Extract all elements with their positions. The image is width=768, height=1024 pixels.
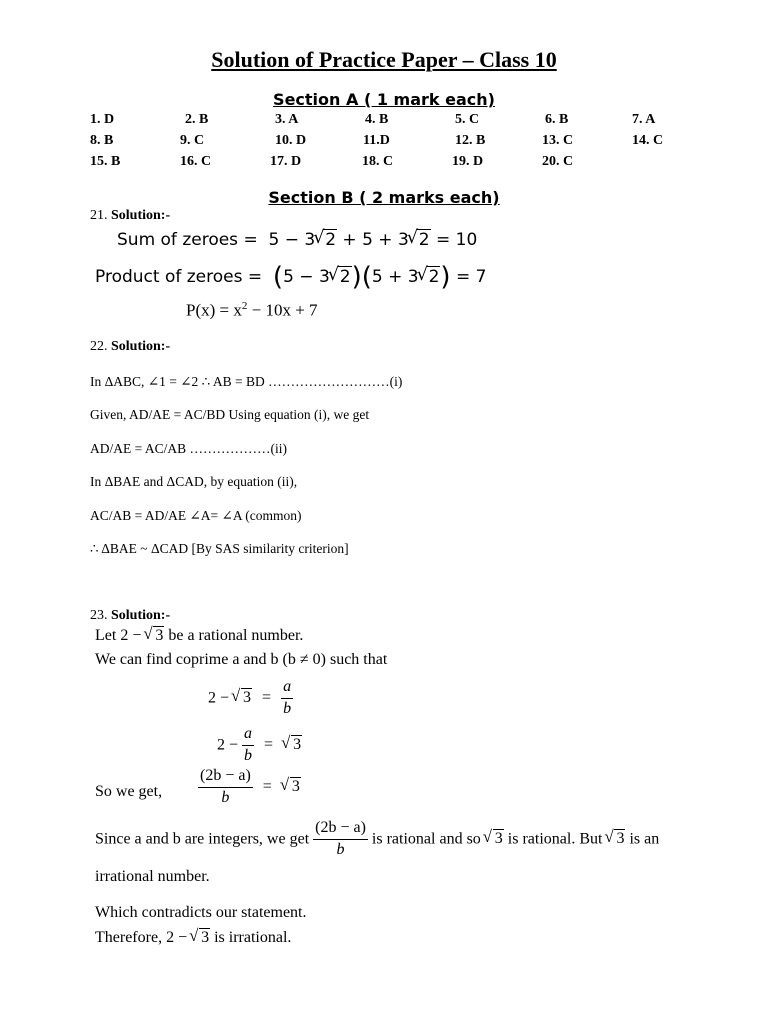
sqrt-3: √ 3	[604, 827, 625, 848]
solution-label: Solution:-	[111, 608, 171, 623]
answer-item: 13. C	[542, 133, 574, 148]
q22-line: AD/AE = AC/AB ………………(ii)	[90, 441, 287, 456]
answer-item: 6. B	[545, 112, 569, 127]
q23-so-we-get: So we get,	[95, 783, 163, 800]
answer-item: 8. B	[90, 133, 114, 148]
q23-equation-1: 2 − √ 3 = $\frac{a}{b}$	[208, 677, 293, 720]
answer-item: 16. C	[180, 154, 212, 169]
q22-line: AC/AB = AD/AE ∠A= ∠A (common)	[90, 508, 302, 523]
answer-item: 10. D	[275, 133, 307, 148]
q22-line: In ΔABC, ∠1 = ∠2 ∴ AB = BD ………………………(i)	[90, 374, 403, 389]
q21-sum-of-zeroes: Sum of zeroes = 5 − 3 √ 2 + 5 + 3 √ 2 = 10	[117, 227, 478, 250]
q21-label	[90, 208, 170, 224]
sqrt-3: √ 3	[143, 624, 164, 644]
sqrt-2: √ 2	[406, 227, 430, 250]
q23-irrational-number: irrational number.	[95, 868, 210, 885]
answer-item: 3. A	[275, 112, 299, 127]
sqrt-2: √ 2	[416, 264, 440, 287]
q23-label	[90, 608, 170, 624]
section-a-heading: Section A ( 1 mark each)	[273, 90, 495, 109]
q23-equation-2: 2 − $\frac{a}{b}$ = √ 3	[217, 724, 302, 767]
q22-line: In ΔBAE and ΔCAD, by equation (ii),	[90, 474, 298, 489]
fraction-2b-minus-a-over-b: $\frac{(2b - a)}{b}$	[200, 767, 251, 806]
answer-item: 20. C	[542, 154, 574, 169]
page-title: Solution of Practice Paper – Class 10	[211, 47, 557, 72]
sqrt-3: √ 3	[482, 827, 503, 848]
answer-item: 18. C	[362, 154, 394, 169]
sqrt-3: √ 3	[279, 775, 300, 796]
q23-let-line: Let 2 − √ 3 be a rational number.	[95, 624, 304, 644]
solution-label: Solution:-	[111, 208, 171, 223]
sqrt-2: √ 2	[313, 227, 337, 250]
answer-item: 15. B	[90, 154, 121, 169]
fraction-a-over-b: $\frac{a}{b}$	[244, 725, 253, 764]
q21-polynomial: $P(x) = x^2 - 10x + 7$	[186, 300, 318, 320]
sqrt-3: √ 3	[281, 733, 302, 754]
question-number: 22.	[90, 339, 108, 354]
sqrt-3: √ 3	[231, 686, 252, 707]
question-number: 23.	[90, 608, 108, 623]
answer-item: 1. D	[90, 112, 115, 127]
answer-item: 19. D	[452, 154, 484, 169]
q21-product-of-zeroes: Product of zeroes = (5 − 3 √ 2)(5 + 3 √ 2) = 7	[95, 262, 487, 292]
answer-item: 2. B	[185, 112, 209, 127]
sqrt-3: √ 3	[189, 926, 210, 946]
answer-item: 4. B	[365, 112, 389, 127]
q23-coprime-line: We can find coprime a and b (b ≠ 0) such that	[95, 651, 388, 668]
answer-item: 9. C	[180, 133, 205, 148]
q23-contradicts: Which contradicts our statement.	[95, 904, 307, 921]
q22-line: Given, AD/AE = AC/BD Using equation (i), we get	[90, 407, 370, 422]
answer-item: 7. A	[632, 112, 656, 127]
answer-item: 11.D	[363, 133, 390, 148]
q23-since-line: Since a and b are integers, we get $\frac{(2b - a)}{b}$ is rational and so √ 3 is rational. But √ 3 is an	[95, 818, 659, 861]
q22-label	[90, 339, 170, 355]
section-b-heading: Section B ( 2 marks each)	[268, 188, 500, 207]
answer-item: 14. C	[632, 133, 664, 148]
question-number: 21.	[90, 208, 108, 223]
fraction-a-over-b: $\frac{a}{b}$	[283, 678, 292, 717]
q23-therefore: Therefore, 2 − √ 3 is irrational.	[95, 926, 292, 946]
answer-item: 17. D	[270, 154, 302, 169]
solution-label: Solution:-	[111, 339, 171, 354]
answer-item: 5. C	[455, 112, 480, 127]
answer-item: 12. B	[455, 133, 486, 148]
fraction-2b-minus-a-over-b: $\frac{(2b - a)}{b}$	[315, 819, 366, 858]
q23-equation-3: $\frac{(2b - a)}{b}$ = √ 3	[198, 766, 301, 809]
sqrt-2: √ 2	[327, 264, 351, 287]
q22-line: ∴ ΔBAE ~ ΔCAD [By SAS similarity criterion]	[90, 541, 349, 556]
